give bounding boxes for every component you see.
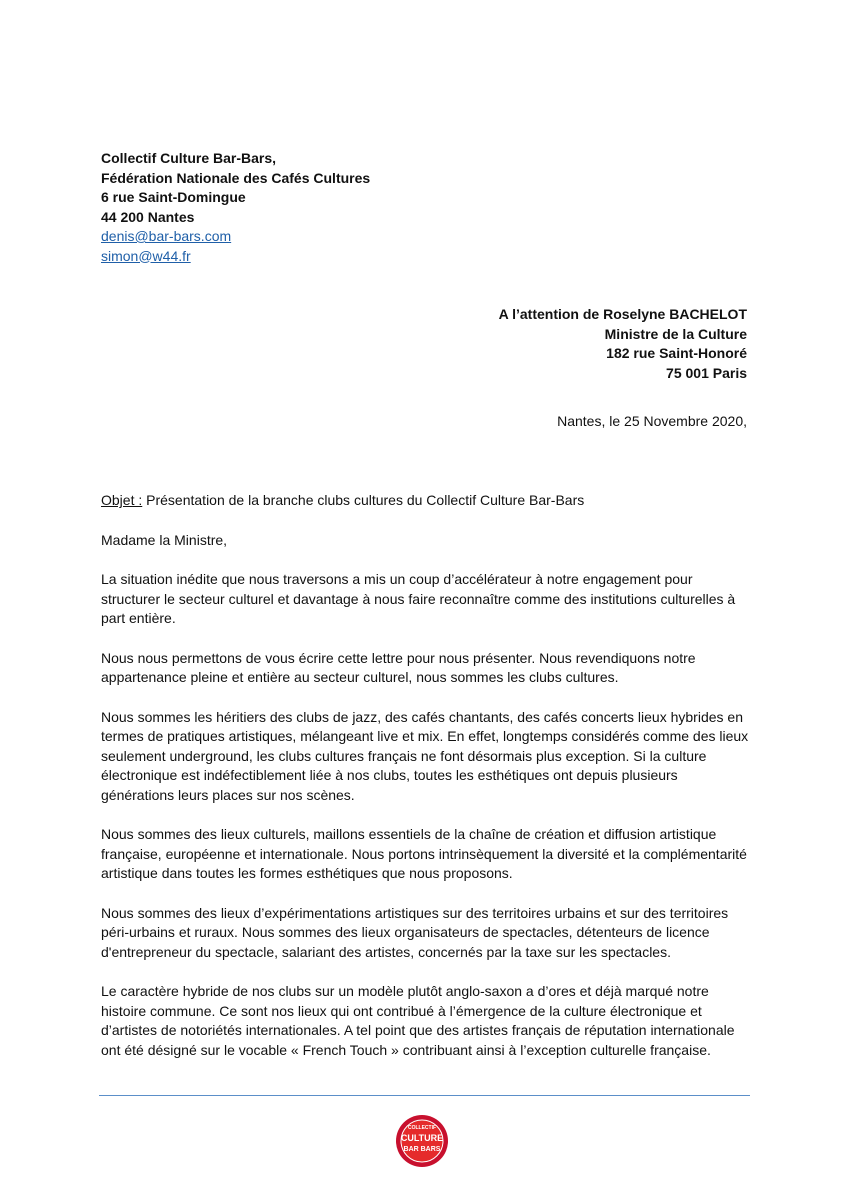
recipient-attention: A l’attention de Roselyne BACHELOT (498, 306, 747, 322)
recipient-address-block (499, 305, 747, 383)
sender-street: 6 rue Saint-Domingue (101, 189, 246, 205)
sender-email-link-1[interactable]: denis@bar-bars.com (101, 228, 232, 244)
logo-top-text: COLLECTIF (407, 1125, 437, 1131)
recipient-city: 75 001 Paris (666, 364, 747, 381)
letter-body (101, 491, 751, 1080)
sender-organization: Collectif Culture Bar-Bars, (101, 150, 277, 166)
logo-mid-text-2: BAR BARS (403, 1146, 441, 1153)
subject-label: Objet : (101, 492, 143, 508)
subject-text: Présentation de la branche clubs cultures du Collectif Culture Bar-Bars (142, 492, 585, 508)
logo-mid-text-1: CULTURE (400, 1133, 444, 1143)
sender-address-block (101, 149, 370, 266)
recipient-street: 182 rue Saint-Honoré (606, 345, 747, 361)
salutation: Madame la Ministre, (101, 531, 228, 548)
recipient-title: Ministre de la Culture (604, 325, 747, 342)
paragraph-5: Nous sommes des lieux d’expérimentations artistiques sur des territoires urbains et sur des territoires péri-urbains et ruraux. Nous sommes des lieux organisateurs de spectacles, détenteurs de licence d'entrepreneur du spectacle, salariant des artistes, concernés par la taxe sur les spectacles. (101, 904, 729, 960)
sender-federation: Fédération Nationale des Cafés Cultures (101, 169, 371, 186)
paragraph-6: Le caractère hybride de nos clubs sur un modèle plutôt anglo-saxon a d’ores et déjà marqué notre histoire commune. Ce sont nos lieux qui ont contribué à l’émergence de la culture électronique et d’artistes de notoriétés internationales. A tel point que des artistes français de réputation internationale ont été désigné sur le vocable « French Touch » contribuant ainsi à l’exception culturelle française. (101, 983, 735, 1058)
paragraph-1: La situation inédite que nous traversons a mis un coup d’accélérateur à notre engagement pour structurer le secteur culturel et davantage à nous faire reconnaître comme des institutions culturelles à part entière. (101, 571, 736, 626)
sender-email-link-2[interactable]: simon@w44.fr (101, 247, 191, 264)
paragraph-3: Nous sommes les héritiers des clubs de jazz, des cafés chantants, des cafés concerts lieux hybrides en termes de pratiques artistiques, mélangeant live et mix. En effet, longtemps considérés comme des lieux seulement underground, les clubs cultures français ne font désormais plus exception. Si la culture électronique est indéfectiblement liée à nos clubs, toutes les esthétiques ont depuis plusieurs générations leurs places sur nos scènes. (101, 708, 749, 803)
place-and-date: Nantes, le 25 Novembre 2020, (557, 413, 747, 429)
footer-divider (99, 1095, 750, 1096)
sender-city: 44 200 Nantes (101, 208, 195, 225)
subject-line (101, 491, 751, 511)
culture-bar-bars-logo-icon (395, 1114, 449, 1168)
paragraph-4: Nous sommes des lieux culturels, maillons essentiels de la chaîne de création et diffusion artistique française, européenne et internationale. Nous portons intrinsèquement la diversité et la complémentarité artistique dans toutes les formes esthétiques que nous proposons. (101, 826, 747, 881)
paragraph-2: Nous nous permettons de vous écrire cette lettre pour nous présenter. Nous revendiquons notre appartenance pleine et entière au secteur culturel, nous sommes les clubs cultures. (101, 649, 696, 685)
